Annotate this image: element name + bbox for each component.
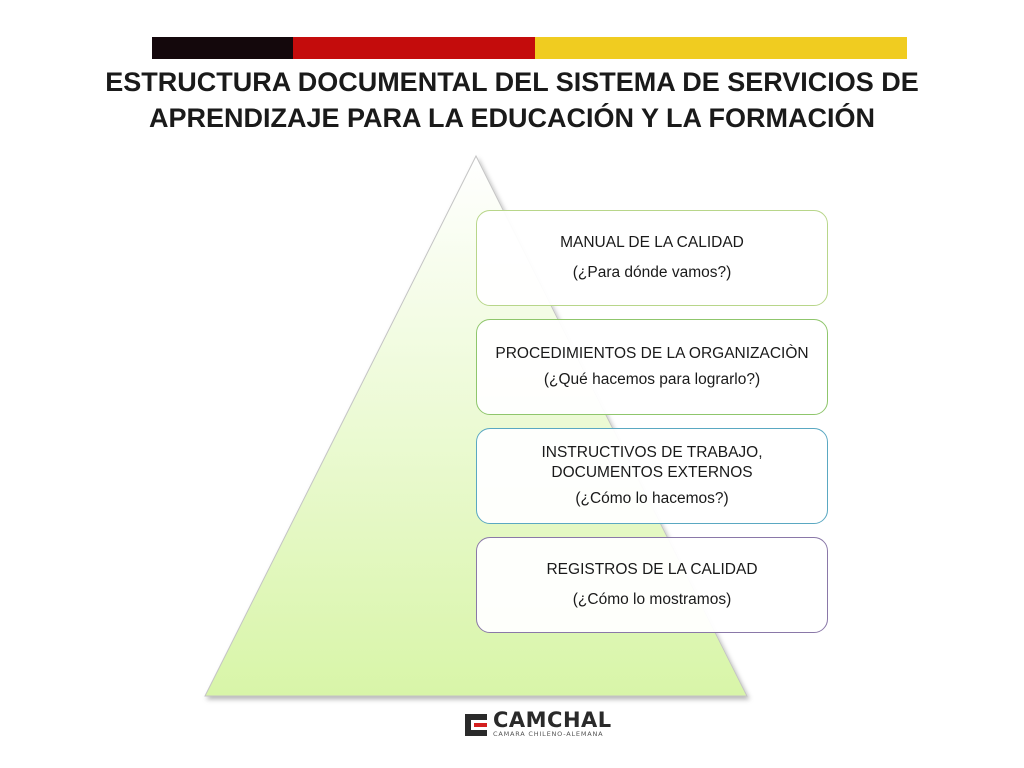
camchal-logo-icon [463, 712, 489, 738]
level-question: (¿Para dónde vamos?) [572, 264, 732, 281]
camchal-logo [463, 710, 612, 739]
pyramid-level-manual-calidad [476, 210, 828, 306]
logo-name: CAMCHAL [493, 708, 612, 732]
level-question: (¿Qué hacemos para lograrlo?) [543, 371, 761, 388]
pyramid-level-procedimientos [476, 319, 828, 415]
level-heading: MANUAL DE LA CALIDAD [560, 234, 744, 251]
logo-mark-accent [474, 723, 487, 727]
slide-title-line-1: ESTRUCTURA DOCUMENTAL DEL SISTEMA DE SERVICIOS DE [105, 67, 919, 97]
level-question: (¿Cómo lo hacemos?) [575, 490, 729, 507]
pyramid-level-instructivos [476, 428, 828, 524]
logo-subtitle: CAMARA CHILENO-ALEMANA [493, 730, 604, 738]
slide-title-line-2: APRENDIZAJE PARA LA EDUCACIÓN Y LA FORMACIÓN [148, 103, 876, 133]
pyramid-level-registros [476, 537, 828, 633]
level-heading: REGISTROS DE LA CALIDAD [546, 561, 758, 578]
level-heading: PROCEDIMIENTOS DE LA ORGANIZACIÒN [495, 345, 809, 362]
logo-text [493, 710, 612, 739]
level-heading: INSTRUCTIVOS DE TRABAJO, DOCUMENTOS EXTERNOS [541, 444, 763, 481]
level-question: (¿Cómo lo mostramos) [572, 591, 732, 608]
